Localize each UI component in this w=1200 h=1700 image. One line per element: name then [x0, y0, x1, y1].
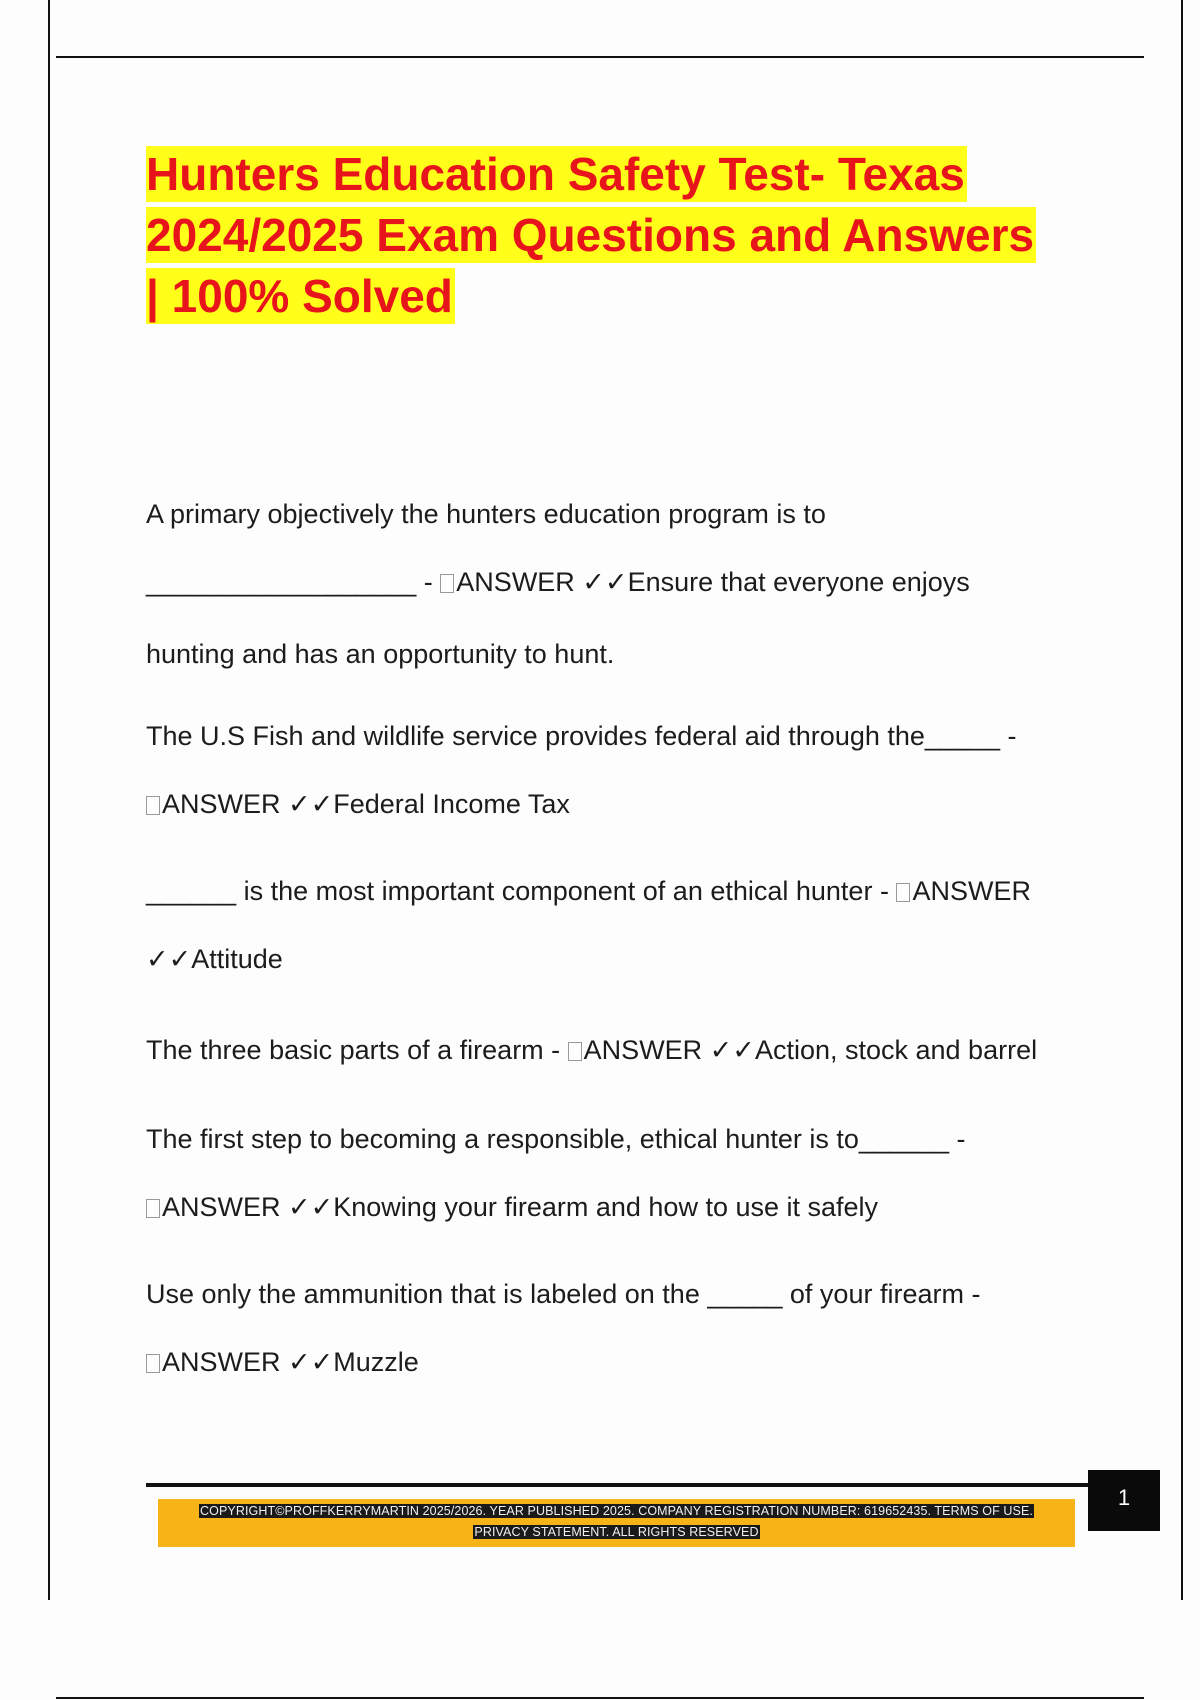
answer-label: ANSWER ✓✓ [162, 1347, 334, 1377]
answer-5 [146, 1192, 878, 1223]
answer-label: ANSWER ✓✓ [162, 1192, 334, 1222]
question-1-line-2: __________________ - ANSWER ✓✓Ensure that everyone enjoys [146, 567, 970, 597]
copyright-line-1: COPYRIGHT©PROFFKERRYMARTIN 2025/2026. YEAR PUBLISHED 2025. COMPANY REGISTRATION NUMBER: 619652435. TERMS OF USE. [200, 1504, 1033, 1518]
answer-label: ANSWER ✓✓ [162, 789, 334, 819]
answer-text: ✓✓Attitude [146, 944, 283, 974]
question-4: The three basic parts of a firearm - ANSWER ✓✓Action, stock and barrel [146, 1035, 1038, 1065]
title-line-3: | 100% Solved [146, 270, 453, 322]
question-6: Use only the ammunition that is labeled on the _____ of your firearm - [146, 1279, 981, 1309]
checkbox-glyph-icon [146, 796, 160, 815]
answer-text: Federal Income Tax [333, 789, 570, 819]
answer-text: Muzzle [333, 1347, 419, 1377]
checkbox-glyph-icon [146, 1354, 160, 1373]
answer-text: Action, stock and barrel [754, 1035, 1038, 1065]
answer-label: ANSWER ✓✓ [456, 567, 628, 597]
checkbox-glyph-icon [568, 1042, 582, 1061]
answer-1-continued: hunting and has an opportunity to hunt. [146, 639, 615, 669]
question-1-line-1: A primary objectively the hunters education program is to [146, 499, 826, 529]
answer-text: Ensure that everyone enjoys [627, 567, 970, 597]
answer-6 [146, 1347, 419, 1378]
checkbox-glyph-icon [440, 574, 454, 593]
checkbox-glyph-icon [896, 883, 910, 902]
document-title [146, 144, 1106, 327]
next-page-rule [56, 1697, 1144, 1699]
copyright-line-2: PRIVACY STATEMENT. ALL RIGHTS RESERVED [474, 1525, 759, 1539]
page-right-border [1181, 0, 1183, 1600]
title-line-1: Hunters Education Safety Test- Texas [146, 148, 965, 200]
checkbox-glyph-icon [146, 1199, 160, 1218]
answer-label: ANSWER [912, 876, 1031, 906]
header-rule [56, 56, 1144, 58]
title-line-2: 2024/2025 Exam Questions and Answers [146, 209, 1035, 261]
footer-rule [146, 1483, 1088, 1487]
question-3: ______ is the most important component of an ethical hunter - ANSWER [146, 876, 1031, 906]
question-2: The U.S Fish and wildlife service provides federal aid through the_____ - [146, 721, 1017, 751]
page-number: 1 [1088, 1470, 1160, 1531]
answer-2 [146, 789, 570, 820]
copyright-notice [158, 1501, 1075, 1543]
question-5: The first step to becoming a responsible, ethical hunter is to______ - [146, 1124, 966, 1154]
page-left-border [48, 0, 50, 1600]
answer-3 [146, 944, 283, 975]
answer-label: ANSWER ✓✓ [583, 1035, 755, 1065]
answer-text: Knowing your firearm and how to use it safely [333, 1192, 879, 1222]
